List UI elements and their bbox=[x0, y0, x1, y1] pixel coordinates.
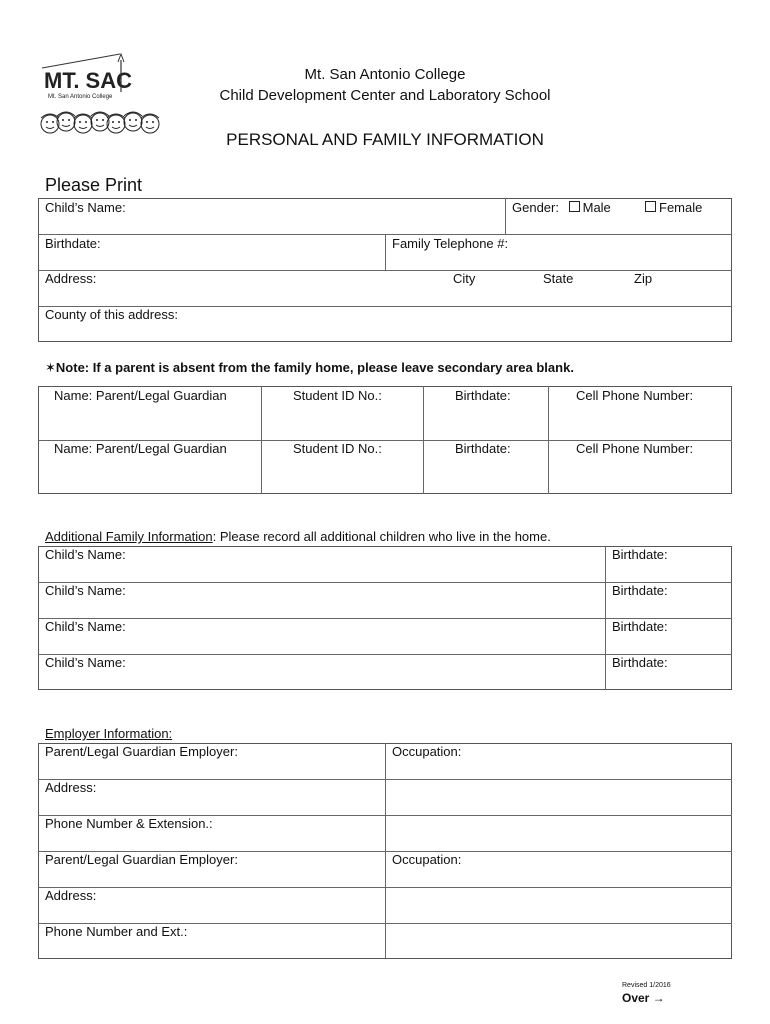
county-label: County of this address: bbox=[45, 307, 178, 322]
male-checkbox[interactable] bbox=[569, 201, 580, 212]
parent1-student-id-label: Student ID No.: bbox=[293, 388, 382, 403]
additional-heading-text: Additional Family Information bbox=[45, 529, 213, 544]
childs-name-label: Child’s Name: bbox=[45, 200, 126, 215]
employer-heading: Employer Information: bbox=[45, 726, 173, 741]
parent1-cell-label: Cell Phone Number: bbox=[576, 388, 694, 403]
college-name: Mt. San Antonio College bbox=[304, 66, 466, 83]
employer1-phone-label: Phone Number & Extension.: bbox=[45, 816, 213, 831]
employer2-label: Parent/Legal Guardian Employer: bbox=[45, 852, 238, 867]
female-option bbox=[645, 200, 702, 215]
over-indicator: Over → bbox=[622, 991, 665, 1005]
family-phone-label: Family Telephone #: bbox=[392, 236, 509, 251]
extra-child1-birthdate-label: Birthdate: bbox=[612, 547, 668, 562]
extra-child2-birthdate-label: Birthdate: bbox=[612, 583, 668, 598]
extra-child4-birthdate-label: Birthdate: bbox=[612, 655, 668, 670]
absent-parent-note: ✶Note: If a parent is absent from the family home, please leave secondary area blank. bbox=[45, 360, 574, 375]
parent1-birthdate-label: Birthdate: bbox=[455, 388, 511, 403]
birthdate-label: Birthdate: bbox=[45, 236, 101, 251]
state-label: State bbox=[543, 271, 574, 286]
parent2-student-id-label: Student ID No.: bbox=[293, 441, 382, 456]
form-title: PERSONAL AND FAMILY INFORMATION bbox=[226, 130, 544, 149]
employer1-label: Parent/Legal Guardian Employer: bbox=[45, 744, 238, 759]
extra-child1-name-label: Child’s Name: bbox=[45, 547, 126, 562]
parent2-birthdate-label: Birthdate: bbox=[455, 441, 511, 456]
parent1-name-label: Name: Parent/Legal Guardian bbox=[54, 388, 227, 403]
gender-field bbox=[512, 200, 611, 215]
female-checkbox[interactable] bbox=[645, 201, 656, 212]
employer1-address-label: Address: bbox=[45, 780, 97, 795]
logo-tagline: Mt. San Antonio College bbox=[48, 94, 113, 100]
male-label: Male bbox=[582, 200, 611, 215]
extra-child2-name-label: Child’s Name: bbox=[45, 583, 126, 598]
occupation1-label: Occupation: bbox=[392, 744, 462, 759]
zip-label: Zip bbox=[634, 271, 653, 286]
revised-date: Revised 1/2016 bbox=[622, 982, 671, 989]
additional-family-heading bbox=[45, 529, 551, 544]
logo-brand: MT. SAC bbox=[44, 68, 132, 93]
employer2-address-label: Address: bbox=[45, 888, 97, 903]
address-label: Address: bbox=[45, 271, 97, 286]
school-name: Child Development Center and Laboratory School bbox=[219, 87, 551, 104]
parent2-name-label: Name: Parent/Legal Guardian bbox=[54, 441, 227, 456]
please-print: Please Print bbox=[45, 175, 143, 195]
city-label: City bbox=[453, 271, 476, 286]
parent2-cell-label: Cell Phone Number: bbox=[576, 441, 694, 456]
gender-label: Gender: bbox=[512, 200, 559, 215]
extra-child3-name-label: Child’s Name: bbox=[45, 619, 126, 634]
extra-child3-birthdate-label: Birthdate: bbox=[612, 619, 668, 634]
additional-instruction: : Please record all additional children who live in the home. bbox=[212, 529, 551, 544]
female-label: Female bbox=[659, 200, 703, 215]
note-star-icon: ✶ bbox=[45, 360, 56, 375]
occupation2-label: Occupation: bbox=[392, 852, 462, 867]
employer2-phone-label: Phone Number and Ext.: bbox=[45, 924, 188, 939]
extra-child4-name-label: Child’s Name: bbox=[45, 655, 126, 670]
